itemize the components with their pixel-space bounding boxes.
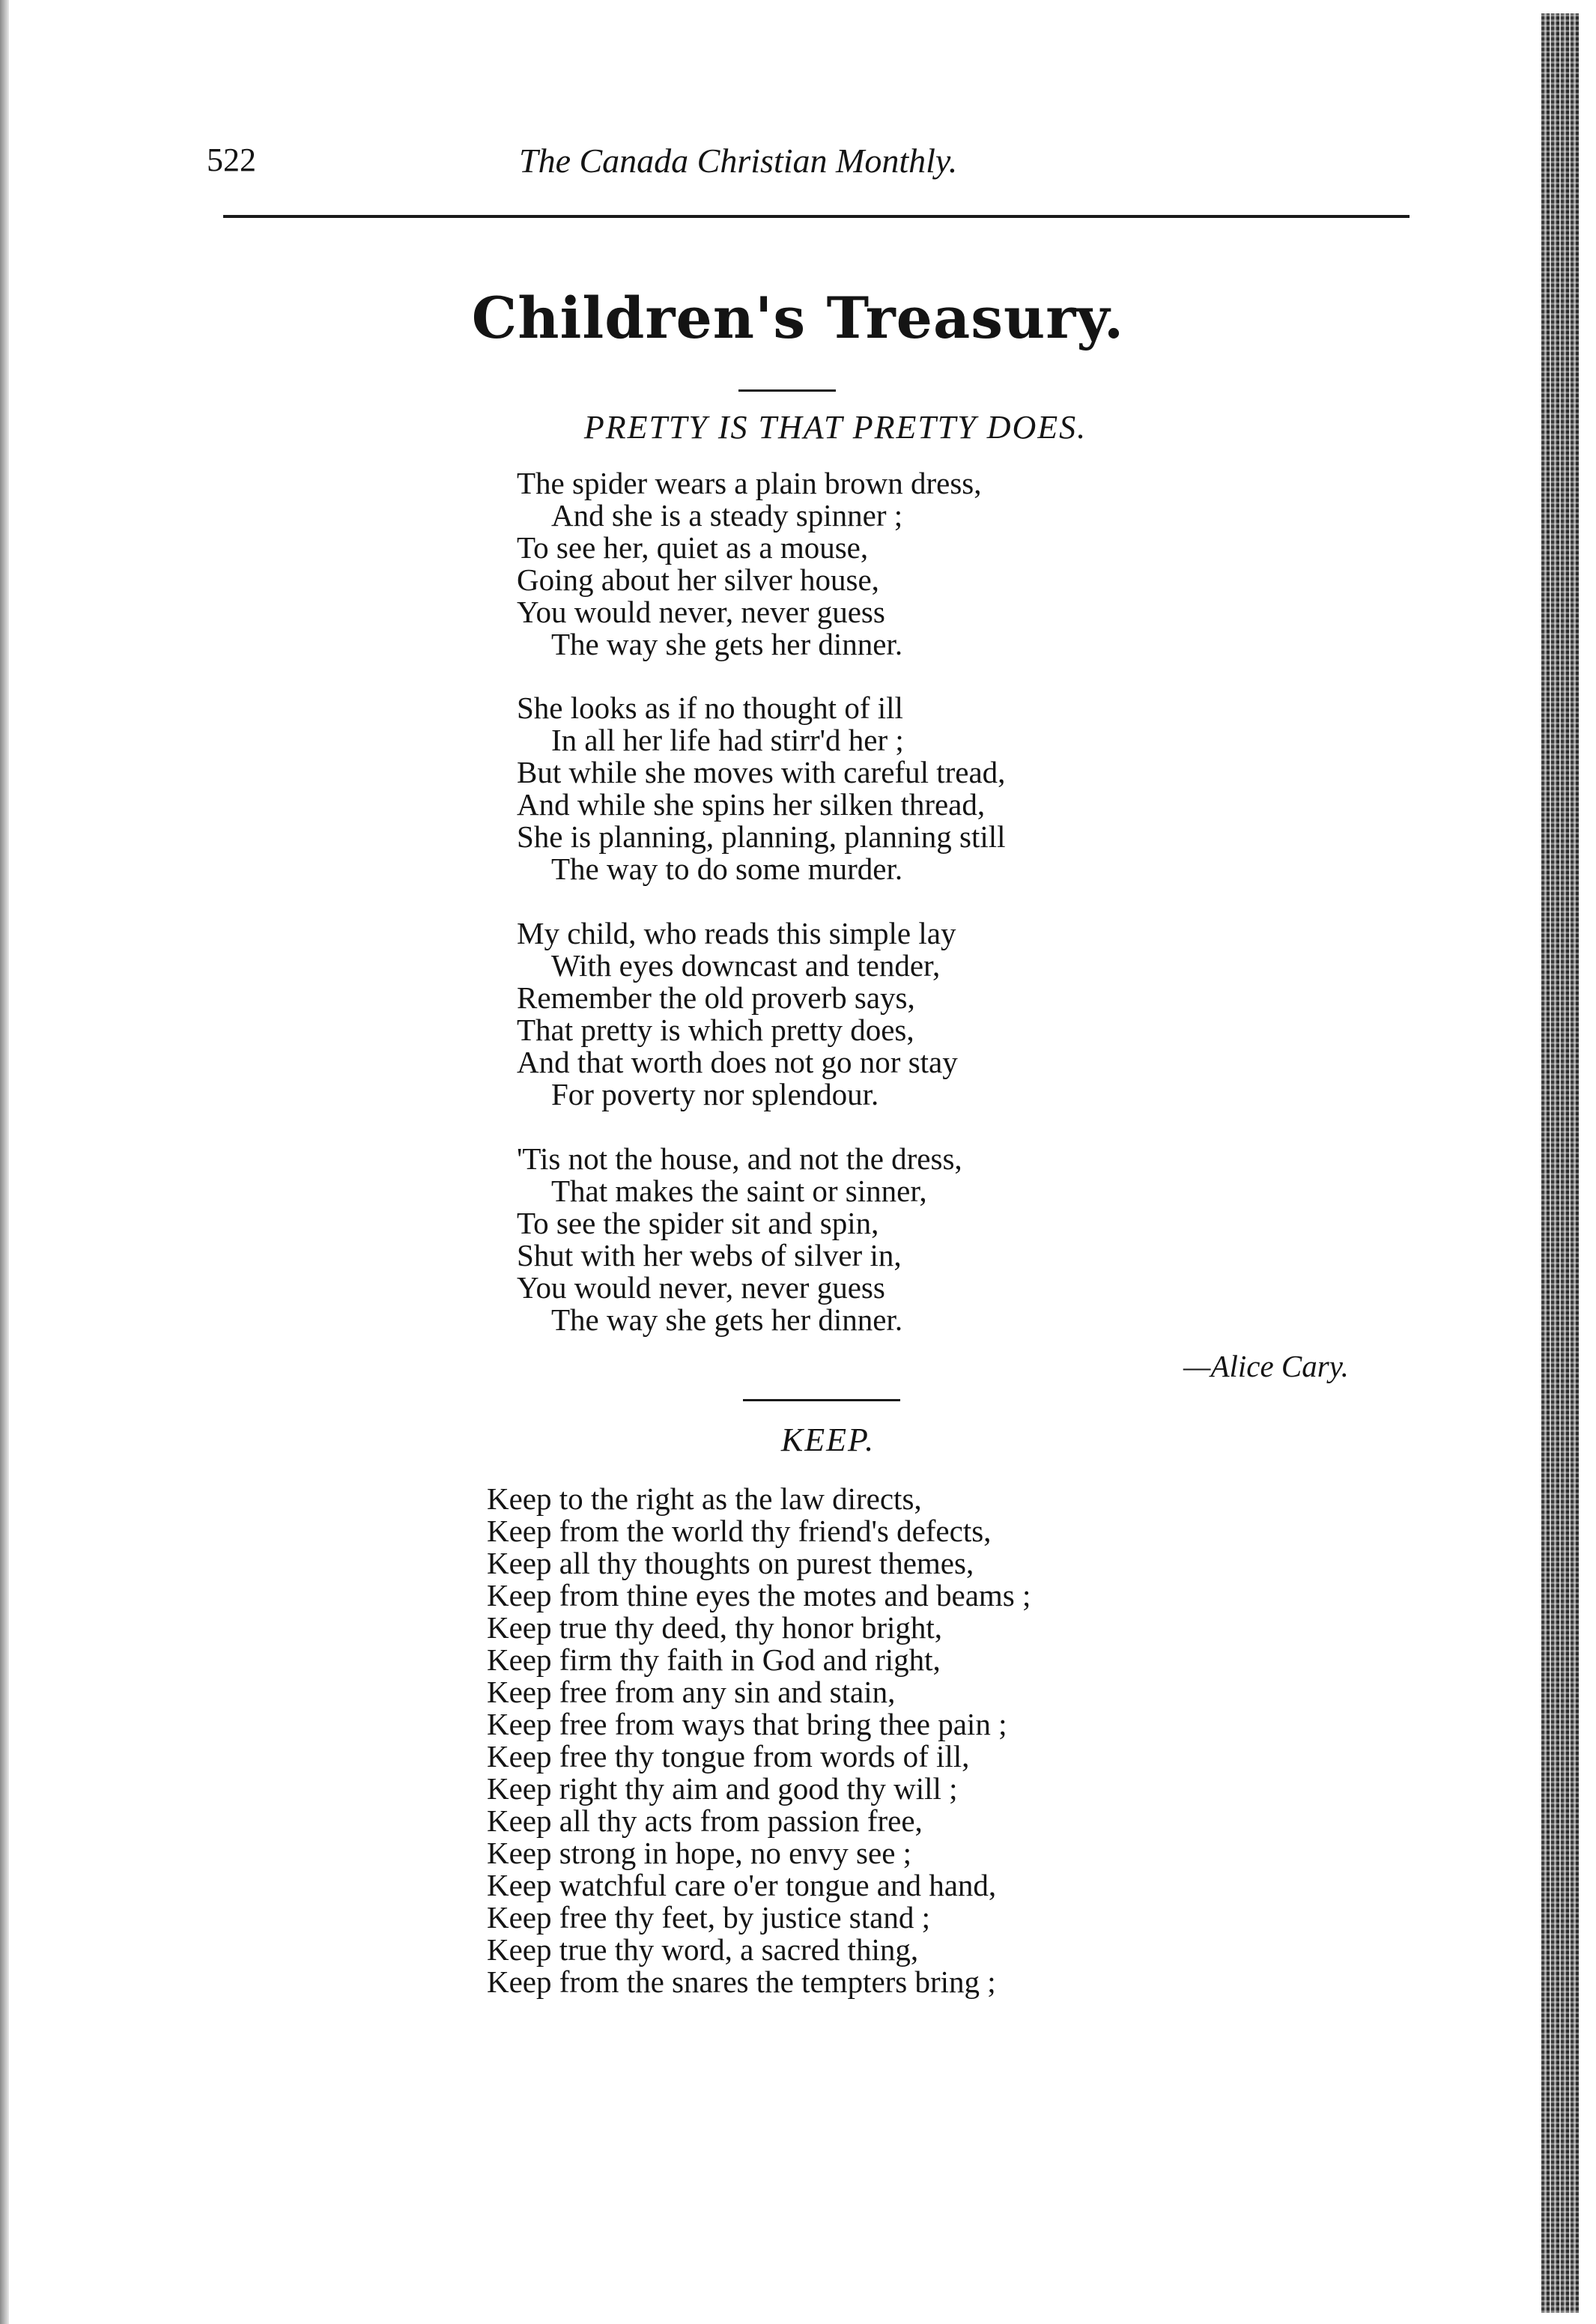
title-divider (738, 389, 836, 392)
poem-line: For poverty nor splendour. (551, 1077, 879, 1111)
poem-line: The way she gets her dinner. (551, 1302, 903, 1337)
poem-line: Keep firm thy faith in God and right, (487, 1642, 941, 1677)
poem-line: And while she spins her silken thread, (517, 787, 986, 822)
journal-title: The Canada Christian Monthly. (519, 142, 958, 180)
poem-line: The way to do some murder. (551, 852, 903, 886)
running-head (0, 141, 1596, 193)
poem-line: In all her life had stirr'd her ; (551, 723, 904, 757)
poem-line: Keep strong in hope, no envy see ; (487, 1836, 912, 1870)
poem-line: That makes the saint or sinner, (551, 1174, 927, 1208)
poem-line: Keep all thy thoughts on purest themes, (487, 1546, 974, 1580)
poem-line: Going about her silver house, (517, 562, 879, 597)
poem-line: And she is a steady spinner ; (551, 498, 903, 533)
poem-line: You would never, never guess (517, 595, 885, 629)
poem-line: 'Tis not the house, and not the dress, (517, 1141, 962, 1176)
poem-line: Keep free thy tongue from words of ill, (487, 1739, 970, 1774)
poem-line: Remember the old proverb says, (517, 980, 915, 1015)
stanza (517, 467, 982, 661)
poem-line: Keep from the world thy friend's defects, (487, 1514, 992, 1548)
poem-line: Keep to the right as the law directs, (487, 1481, 922, 1516)
poem-line: Keep free from any sin and stain, (487, 1675, 896, 1709)
poem-line: Keep true thy word, a sacred thing, (487, 1932, 919, 1967)
poem-line: Keep watchful care o'er tongue and hand, (487, 1868, 997, 1902)
stanza (517, 1143, 962, 1336)
poem-line: Keep from thine eyes the motes and beams ; (487, 1578, 1031, 1612)
poem-line: Keep free from ways that bring thee pain ; (487, 1707, 1007, 1741)
poem-line: Keep true thy deed, thy honor bright, (487, 1610, 943, 1645)
poem-line: With eyes downcast and tender, (551, 948, 941, 983)
poem-line: Keep from the snares the tempters bring ; (487, 1965, 996, 1999)
poem-line: The spider wears a plain brown dress, (517, 466, 982, 500)
poem-line: Keep all thy acts from passion free, (487, 1803, 923, 1838)
poem-divider (743, 1399, 900, 1401)
poem-line: She is planning, planning, planning still (517, 819, 1006, 854)
poem-title: PRETTY IS THAT PRETTY DOES. (583, 409, 1087, 446)
poem-line: And that worth does not go nor stay (517, 1045, 958, 1079)
poem-line: Keep free thy feet, by justice stand ; (487, 1900, 930, 1935)
poem-line: But while she moves with careful tread, (517, 755, 1006, 789)
decorative-right-border (1541, 13, 1579, 2313)
poem-line: The way she gets her dinner. (551, 627, 903, 661)
poem-line: To see her, quiet as a mouse, (517, 530, 869, 565)
poem-line: That pretty is which pretty does, (517, 1013, 914, 1047)
page-number: 522 (207, 142, 256, 178)
poem-lines (487, 1483, 1031, 1998)
author-attribution: —Alice Cary. (1183, 1349, 1349, 1383)
poem-line: She looks as if no thought of ill (517, 691, 903, 725)
section-title: Children's Treasury. (471, 285, 1125, 351)
poem-title: KEEP. (780, 1422, 876, 1458)
poem-line: Shut with her webs of silver in, (517, 1238, 902, 1272)
poem-line: Keep right thy aim and good thy will ; (487, 1771, 958, 1806)
poem-line: To see the spider sit and spin, (517, 1206, 879, 1240)
poem-line: My child, who reads this simple lay (517, 916, 956, 950)
stanza (517, 692, 1006, 885)
header-rule (223, 215, 1410, 218)
stanza (517, 917, 958, 1111)
poem-line: You would never, never guess (517, 1270, 885, 1305)
